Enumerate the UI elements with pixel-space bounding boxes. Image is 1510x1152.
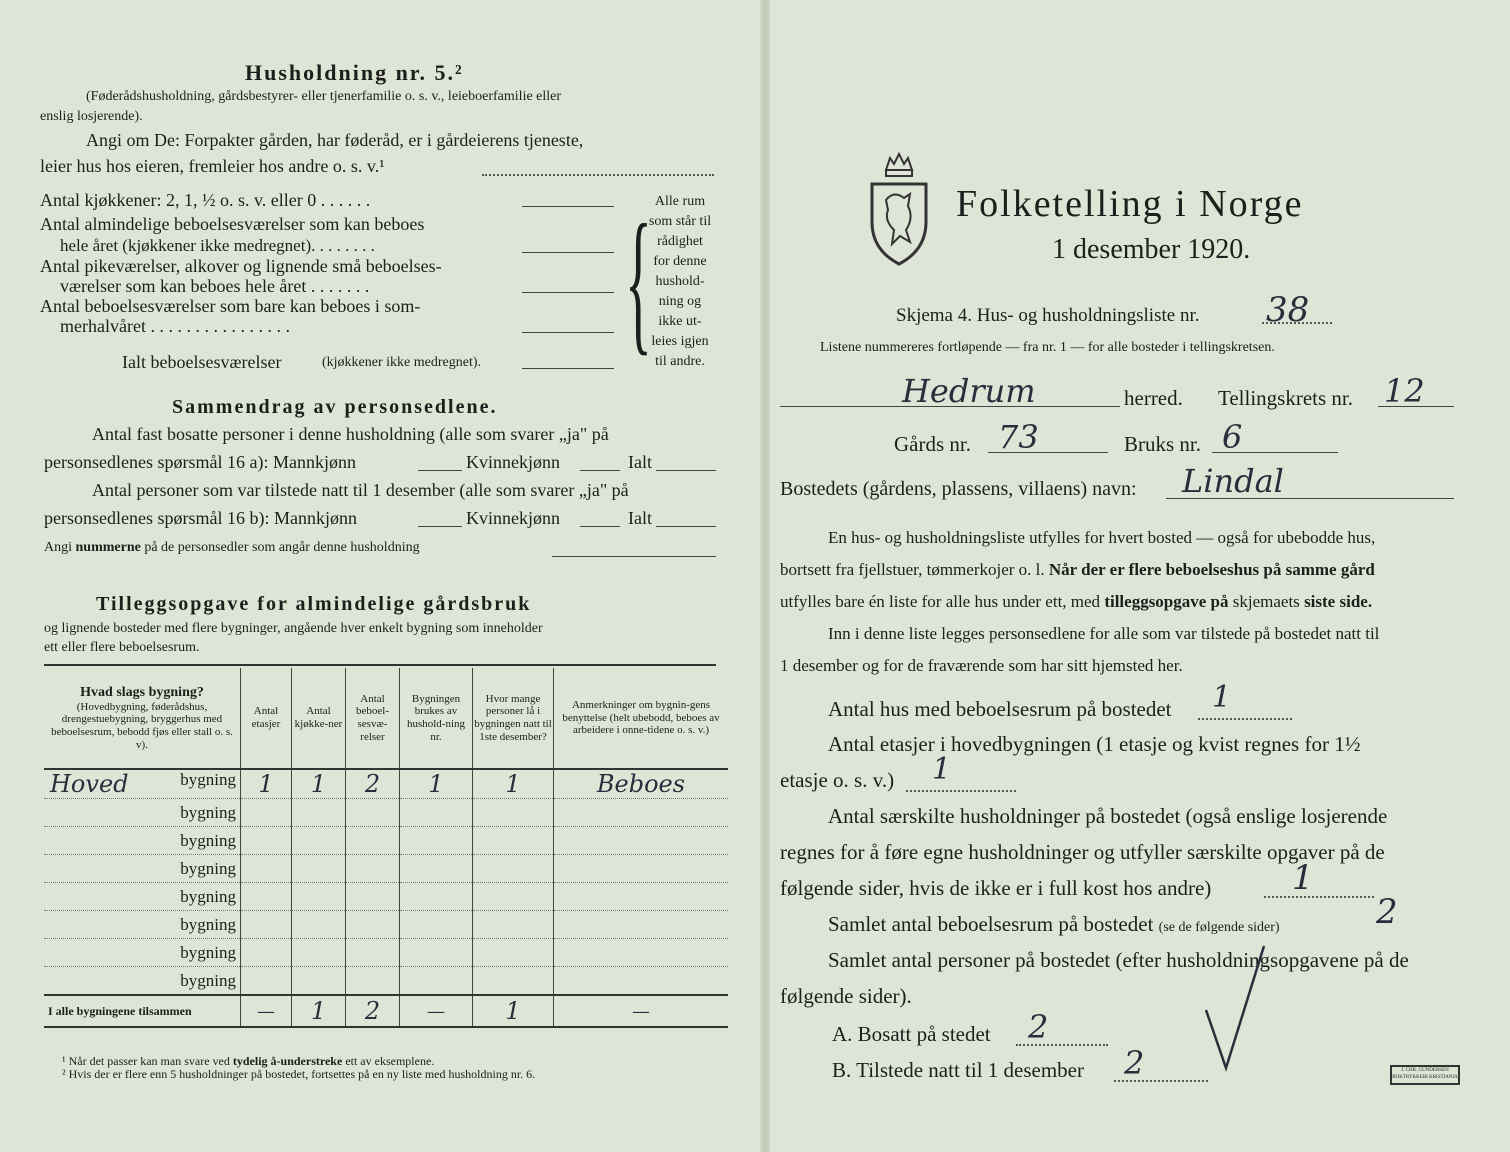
bosted-label: Bostedets (gårdens, plassens, villaens) navn: bbox=[780, 478, 1137, 500]
form-title: Folketelling i Norge bbox=[956, 183, 1304, 225]
supplement-title: Tilleggsopgave for almindelige gårdsbruk bbox=[96, 593, 532, 615]
schema-field[interactable] bbox=[1262, 322, 1332, 324]
total-household[interactable] bbox=[400, 995, 473, 1027]
kitchens-cell[interactable] bbox=[292, 939, 346, 967]
side-note-line: rådighet bbox=[657, 234, 703, 249]
bruks-label: Bruks nr. bbox=[1124, 432, 1202, 456]
remarks-cell[interactable] bbox=[554, 769, 729, 799]
question-line-1: Angi om De: Forpakter gården, har føderåd, er i gårdeierens tjeneste, bbox=[86, 130, 584, 150]
floors-cell[interactable] bbox=[241, 769, 292, 799]
coat-of-arms-icon bbox=[864, 150, 934, 270]
persons-cell[interactable] bbox=[473, 855, 554, 883]
header-household: Bygningen brukes av hushold-ning nr. bbox=[400, 668, 473, 769]
building-cell[interactable] bbox=[44, 827, 241, 855]
persons-cell[interactable] bbox=[473, 827, 554, 855]
header-floors: Antal etasjer bbox=[241, 668, 292, 769]
supplement-sub-2: ett eller flere beboelsesrum. bbox=[44, 640, 200, 655]
total-floors-value: — bbox=[257, 1000, 275, 1022]
resident-total-field[interactable] bbox=[656, 470, 716, 471]
instruction-3d: siste side. bbox=[1304, 592, 1373, 611]
footnote-1-bold: tydelig å-understreke bbox=[232, 1054, 343, 1068]
rooms-value: 2 bbox=[364, 770, 381, 798]
household-cell[interactable] bbox=[400, 883, 473, 911]
kitchens-cell[interactable] bbox=[292, 855, 346, 883]
instruction-line-5: 1 desember og for de fraværende som har sitt hjemsted her. bbox=[780, 656, 1183, 675]
persons-value: 1 bbox=[505, 770, 521, 798]
buildings-table bbox=[44, 668, 728, 1028]
present-male-field[interactable] bbox=[418, 526, 462, 527]
numbers-post: på de personsedler som angår denne husholdning bbox=[144, 540, 420, 555]
ordinary-rooms-label-2: hele året (kjøkkener ikke medregnet). . . . . . . . bbox=[60, 236, 375, 255]
rooms-label-note: (se de følgende sider) bbox=[1158, 920, 1280, 935]
persons-label-1: Samlet antal personer på bostedet (efter husholdningsopgavene på de bbox=[828, 948, 1409, 972]
rooms-label bbox=[828, 912, 1280, 937]
instruction-2a: bortsett fra fjellstuer, tømmerkojer o. l. bbox=[780, 560, 1045, 579]
schema-value: 38 bbox=[1266, 290, 1310, 330]
header-building-type-note: (Hovedbygning, føderådshus, drengestuebygning, bryggerhus med beboelsesrum, bebodd fjøs eller stall o. s. v). bbox=[51, 700, 233, 751]
resident-total-label: Ialt bbox=[628, 452, 652, 472]
kitchens-value: 1 bbox=[310, 770, 327, 798]
resident-field[interactable] bbox=[1016, 1044, 1108, 1046]
remarks-cell[interactable] bbox=[554, 855, 729, 883]
bosted-value: Lindal bbox=[1182, 462, 1284, 500]
instruction-3c: skjemaets bbox=[1232, 592, 1300, 611]
table-row bbox=[44, 855, 728, 883]
resident-value: 2 bbox=[1028, 1008, 1049, 1046]
households-value: 1 bbox=[1292, 858, 1314, 898]
rooms-cell[interactable] bbox=[346, 769, 400, 799]
header-kitchens: Antal kjøkke-ner bbox=[292, 668, 346, 769]
households-field[interactable] bbox=[1264, 896, 1374, 898]
row-label: bygning bbox=[180, 858, 236, 878]
summer-rooms-label-1: Antal beboelsesværelser som bare kan beboes i som- bbox=[40, 296, 421, 316]
ordinary-rooms-field[interactable] bbox=[522, 252, 614, 253]
check-mark-icon bbox=[1196, 940, 1276, 1080]
persons-cell[interactable] bbox=[473, 967, 554, 996]
summary-q1-line-1: Antal fast bosatte personer i denne husholdning (alle som svarer „ja" på bbox=[92, 424, 609, 444]
floors-value: 1 bbox=[932, 752, 952, 787]
remarks-cell[interactable] bbox=[554, 967, 729, 996]
floors-field[interactable] bbox=[906, 790, 1016, 792]
remarks-value: Beboes bbox=[596, 770, 686, 798]
persons-label-2: følgende sider). bbox=[780, 984, 912, 1008]
side-note bbox=[640, 192, 720, 372]
present-label: B. Tilstede natt til 1 desember bbox=[832, 1058, 1084, 1082]
building-cell[interactable] bbox=[44, 769, 241, 799]
table-row bbox=[44, 827, 728, 855]
households-label-1: Antal særskilte husholdninger på bostedet (også enslige losjerende bbox=[828, 804, 1388, 828]
rooms-cell[interactable] bbox=[346, 911, 400, 939]
instruction-line-1: En hus- og husholdningsliste utfylles for hvert bosted — også for ubebodde hus, bbox=[828, 528, 1376, 547]
households-label-3: følgende sider, hvis de ikke er i full kost hos andre) bbox=[780, 876, 1212, 900]
summary-q2-line-2: personsedlenes spørsmål 16 b): Mannkjønn bbox=[44, 508, 357, 528]
rooms-cell[interactable] bbox=[346, 855, 400, 883]
rooms-cell[interactable] bbox=[346, 883, 400, 911]
floors-cell[interactable] bbox=[241, 827, 292, 855]
persons-cell[interactable] bbox=[473, 883, 554, 911]
side-note-line: ikke ut- bbox=[658, 314, 702, 329]
herred-value: Hedrum bbox=[902, 372, 1036, 410]
row-label: bygning bbox=[180, 970, 236, 990]
building-name: Hoved bbox=[50, 770, 129, 798]
total-rooms-note: (kjøkkener ikke medregnet). bbox=[322, 355, 481, 370]
instruction-line-2 bbox=[780, 560, 1375, 580]
total-remarks-value: — bbox=[632, 1000, 650, 1022]
building-cell[interactable] bbox=[44, 967, 241, 996]
krets-value: 12 bbox=[1384, 372, 1425, 410]
present-total-label: Ialt bbox=[628, 508, 652, 528]
household-intro-line-2: enslig losjerende). bbox=[40, 109, 143, 124]
kitchens-cell[interactable] bbox=[292, 911, 346, 939]
bruks-field[interactable] bbox=[1212, 452, 1338, 453]
summer-rooms-field[interactable] bbox=[522, 332, 614, 333]
remarks-cell[interactable] bbox=[554, 827, 729, 855]
row-label: bygning bbox=[180, 802, 236, 822]
household-cell[interactable] bbox=[400, 911, 473, 939]
table-row bbox=[44, 769, 728, 799]
table-row bbox=[44, 967, 728, 996]
floors-label-1: Antal etasjer i hovedbygningen (1 etasje og kvist regnes for 1½ bbox=[828, 732, 1361, 756]
floors-cell[interactable] bbox=[241, 967, 292, 996]
total-persons-value: 1 bbox=[505, 997, 521, 1025]
household-cell[interactable] bbox=[400, 769, 473, 799]
floors-value: 1 bbox=[258, 770, 274, 798]
resident-label: A. Bosatt på stedet bbox=[832, 1022, 991, 1046]
total-kitchens[interactable] bbox=[292, 995, 346, 1027]
question-answer-line[interactable] bbox=[482, 174, 714, 176]
schema-label: Skjema 4. Hus- og husholdningsliste nr. bbox=[896, 305, 1200, 326]
header-persons: Hvor mange personer lå i bygningen natt til 1ste desember? bbox=[473, 668, 554, 769]
side-note-line: Alle rum bbox=[654, 194, 706, 209]
instruction-3b: tilleggsopgave på bbox=[1104, 592, 1229, 611]
numbering-note: Listene nummereres fortløpende — fra nr. 1 — for alle bosteder i tellingskretsen. bbox=[820, 340, 1275, 355]
total-rooms-value: 2 bbox=[364, 997, 381, 1025]
present-field[interactable] bbox=[1114, 1080, 1208, 1082]
numbers-pre: Angi bbox=[44, 540, 72, 555]
summary-title: Sammendrag av personsedlene. bbox=[172, 396, 498, 418]
summary-q1-line-2: personsedlenes spørsmål 16 a): Mannkjønn bbox=[44, 452, 356, 472]
kitchens-cell[interactable] bbox=[292, 799, 346, 827]
total-rooms[interactable] bbox=[346, 995, 400, 1027]
household-title: Husholdning nr. 5.² bbox=[245, 60, 464, 85]
rooms-value: 2 bbox=[1376, 892, 1398, 932]
remarks-cell[interactable] bbox=[554, 799, 729, 827]
row-label: bygning bbox=[180, 914, 236, 934]
persons-cell[interactable] bbox=[473, 769, 554, 799]
bruks-value: 6 bbox=[1222, 418, 1243, 456]
maid-rooms-label-1: Antal pikeværelser, alkover og lignende små beboelses- bbox=[40, 256, 442, 276]
instruction-line-3 bbox=[780, 592, 1372, 612]
bosted-field[interactable] bbox=[1166, 498, 1454, 499]
kitchens-cell[interactable] bbox=[292, 883, 346, 911]
table-row bbox=[44, 883, 728, 911]
side-note-line: hushold- bbox=[655, 274, 705, 289]
table-total-row bbox=[44, 995, 728, 1027]
ordinary-rooms-label-1: Antal almindelige beboelsesværelser som kan beboes bbox=[40, 214, 425, 234]
kitchens-label: Antal kjøkkener: 2, 1, ½ o. s. v. eller 0 . . . . . . bbox=[40, 190, 371, 210]
side-note-line: ning og bbox=[658, 294, 702, 309]
instruction-line-4: Inn i denne liste legges personsedlene for alle som var tilstede på bostedet natt til bbox=[828, 624, 1380, 643]
numbers-field[interactable] bbox=[552, 556, 716, 557]
building-cell[interactable] bbox=[44, 911, 241, 939]
summer-rooms-label-2: merhalvåret . . . . . . . . . . . . . . . . bbox=[60, 316, 290, 336]
floors-cell[interactable] bbox=[241, 855, 292, 883]
houses-field[interactable] bbox=[1198, 718, 1292, 720]
rooms-cell[interactable] bbox=[346, 939, 400, 967]
houses-value: 1 bbox=[1212, 680, 1232, 715]
summary-q2-line-1: Antal personer som var tilstede natt til 1 desember (alle som svarer „ja" på bbox=[92, 480, 629, 500]
gards-field[interactable] bbox=[988, 452, 1108, 453]
total-persons[interactable] bbox=[473, 995, 554, 1027]
persons-cell[interactable] bbox=[473, 939, 554, 967]
household-cell[interactable] bbox=[400, 799, 473, 827]
herred-field[interactable] bbox=[780, 406, 1120, 407]
table-row bbox=[44, 911, 728, 939]
header-building-type bbox=[44, 668, 241, 769]
row-label: bygning bbox=[180, 770, 236, 789]
total-kitchens-value: 1 bbox=[310, 997, 327, 1025]
maid-rooms-field[interactable] bbox=[522, 292, 614, 293]
kitchens-cell[interactable] bbox=[292, 827, 346, 855]
resident-male-field[interactable] bbox=[418, 470, 462, 471]
supplement-sub-1: og lignende bosteder med flere bygninger, angående hver enkelt bygning som inneholder bbox=[44, 621, 543, 636]
floors-cell[interactable] bbox=[241, 939, 292, 967]
floors-cell[interactable] bbox=[241, 911, 292, 939]
rooms-cell[interactable] bbox=[346, 967, 400, 996]
resident-female-field[interactable] bbox=[580, 470, 620, 471]
household-intro-line-1: (Føderådshusholdning, gårdsbestyrer- eller tjenerfamilie o. s. v., leieboerfamilie eller bbox=[86, 89, 562, 104]
right-page bbox=[766, 0, 1510, 1152]
header-remarks: Anmerkninger om bygnin-gens benyttelse (helt ubebodd, beboes av arbeidere i onne-tidene o. s. v.) bbox=[554, 668, 729, 769]
printer-stamp: J. CHR. GUNDERSEN BOKTRYKKERI KRISTIANIA bbox=[1390, 1065, 1460, 1085]
present-female-label: Kvinnekjønn bbox=[466, 508, 560, 528]
gards-value: 73 bbox=[998, 418, 1039, 456]
households-label-2: regnes for å føre egne husholdninger og utfyller særskilte opgaver på de bbox=[780, 840, 1385, 864]
row-label: bygning bbox=[180, 886, 236, 906]
floors-label-2: etasje o. s. v.) bbox=[780, 768, 895, 792]
total-floors[interactable] bbox=[241, 995, 292, 1027]
houses-label: Antal hus med beboelsesrum på bostedet bbox=[828, 697, 1172, 721]
total-household-value: — bbox=[427, 1000, 445, 1022]
bracket: { bbox=[625, 191, 652, 369]
maid-rooms-label-2: værelser som kan beboes hele året . . . . . . . bbox=[60, 276, 370, 296]
rooms-cell[interactable] bbox=[346, 799, 400, 827]
floors-cell[interactable] bbox=[241, 799, 292, 827]
instruction-3a: utfylles bare én liste for alle hus under ett, med bbox=[780, 592, 1101, 611]
total-rooms-label: Ialt beboelsesværelser bbox=[122, 352, 282, 372]
building-cell[interactable] bbox=[44, 939, 241, 967]
household-cell[interactable] bbox=[400, 967, 473, 996]
krets-label: Tellingskrets nr. bbox=[1218, 386, 1354, 410]
kitchens-cell[interactable] bbox=[292, 769, 346, 799]
household-value: 1 bbox=[428, 770, 444, 798]
kitchens-field[interactable] bbox=[522, 206, 614, 207]
row-label: bygning bbox=[180, 830, 236, 850]
present-total-field[interactable] bbox=[656, 526, 716, 527]
resident-female-label: Kvinnekjønn bbox=[466, 452, 560, 472]
household-cell[interactable] bbox=[400, 939, 473, 967]
kitchens-cell[interactable] bbox=[292, 967, 346, 996]
numbers-bold: nummerne bbox=[75, 540, 141, 555]
remarks-cell[interactable] bbox=[554, 911, 729, 939]
header-building-type-title: Hvad slags bygning? bbox=[80, 684, 204, 700]
numbers-question bbox=[44, 540, 420, 556]
table-top-rule bbox=[44, 664, 716, 666]
footnote-1-pre: ¹ Når det passer kan man svare ved bbox=[62, 1054, 230, 1068]
rooms-cell[interactable] bbox=[346, 827, 400, 855]
side-note-line: til andre. bbox=[655, 354, 705, 369]
footnote-2: ² Hvis der er flere enn 5 husholdninger på bostedet, fortsettes på en ny liste med husholdning nr. 6. bbox=[62, 1067, 536, 1081]
instruction-2b: Når der er flere beboelseshus på samme gård bbox=[1048, 560, 1375, 579]
floors-cell[interactable] bbox=[241, 883, 292, 911]
side-note-line: som står til bbox=[648, 214, 712, 229]
gards-label: Gårds nr. bbox=[894, 432, 971, 456]
side-note-line: for denne bbox=[653, 254, 707, 269]
building-cell[interactable] bbox=[44, 799, 241, 827]
total-remarks[interactable] bbox=[554, 995, 729, 1027]
side-note-line: leies igjen bbox=[651, 334, 709, 349]
krets-field[interactable] bbox=[1378, 406, 1454, 407]
persons-cell[interactable] bbox=[473, 799, 554, 827]
household-cell[interactable] bbox=[400, 855, 473, 883]
table-header-row bbox=[44, 668, 728, 769]
row-label: bygning bbox=[180, 942, 236, 962]
rooms-label-text: Samlet antal beboelsesrum på bostedet bbox=[828, 912, 1154, 936]
household-cell[interactable] bbox=[400, 827, 473, 855]
total-label: I alle bygningene tilsammen bbox=[44, 995, 241, 1027]
header-rooms: Antal beboel-sesvæ-relser bbox=[346, 668, 400, 769]
question-line-2: leier hus hos eieren, fremleier hos andre o. s. v.¹ bbox=[40, 156, 385, 176]
building-cell[interactable] bbox=[44, 883, 241, 911]
building-cell[interactable] bbox=[44, 855, 241, 883]
present-female-field[interactable] bbox=[580, 526, 620, 527]
table-row bbox=[44, 799, 728, 827]
herred-label: herred. bbox=[1124, 386, 1183, 410]
total-rooms-field[interactable] bbox=[522, 368, 614, 369]
census-date: 1 desember 1920. bbox=[1052, 234, 1251, 265]
remarks-cell[interactable] bbox=[554, 883, 729, 911]
present-value: 2 bbox=[1124, 1044, 1145, 1082]
persons-cell[interactable] bbox=[473, 911, 554, 939]
remarks-cell[interactable] bbox=[554, 939, 729, 967]
footnote-1-post: ett av eksemplene. bbox=[345, 1054, 435, 1068]
table-row bbox=[44, 939, 728, 967]
